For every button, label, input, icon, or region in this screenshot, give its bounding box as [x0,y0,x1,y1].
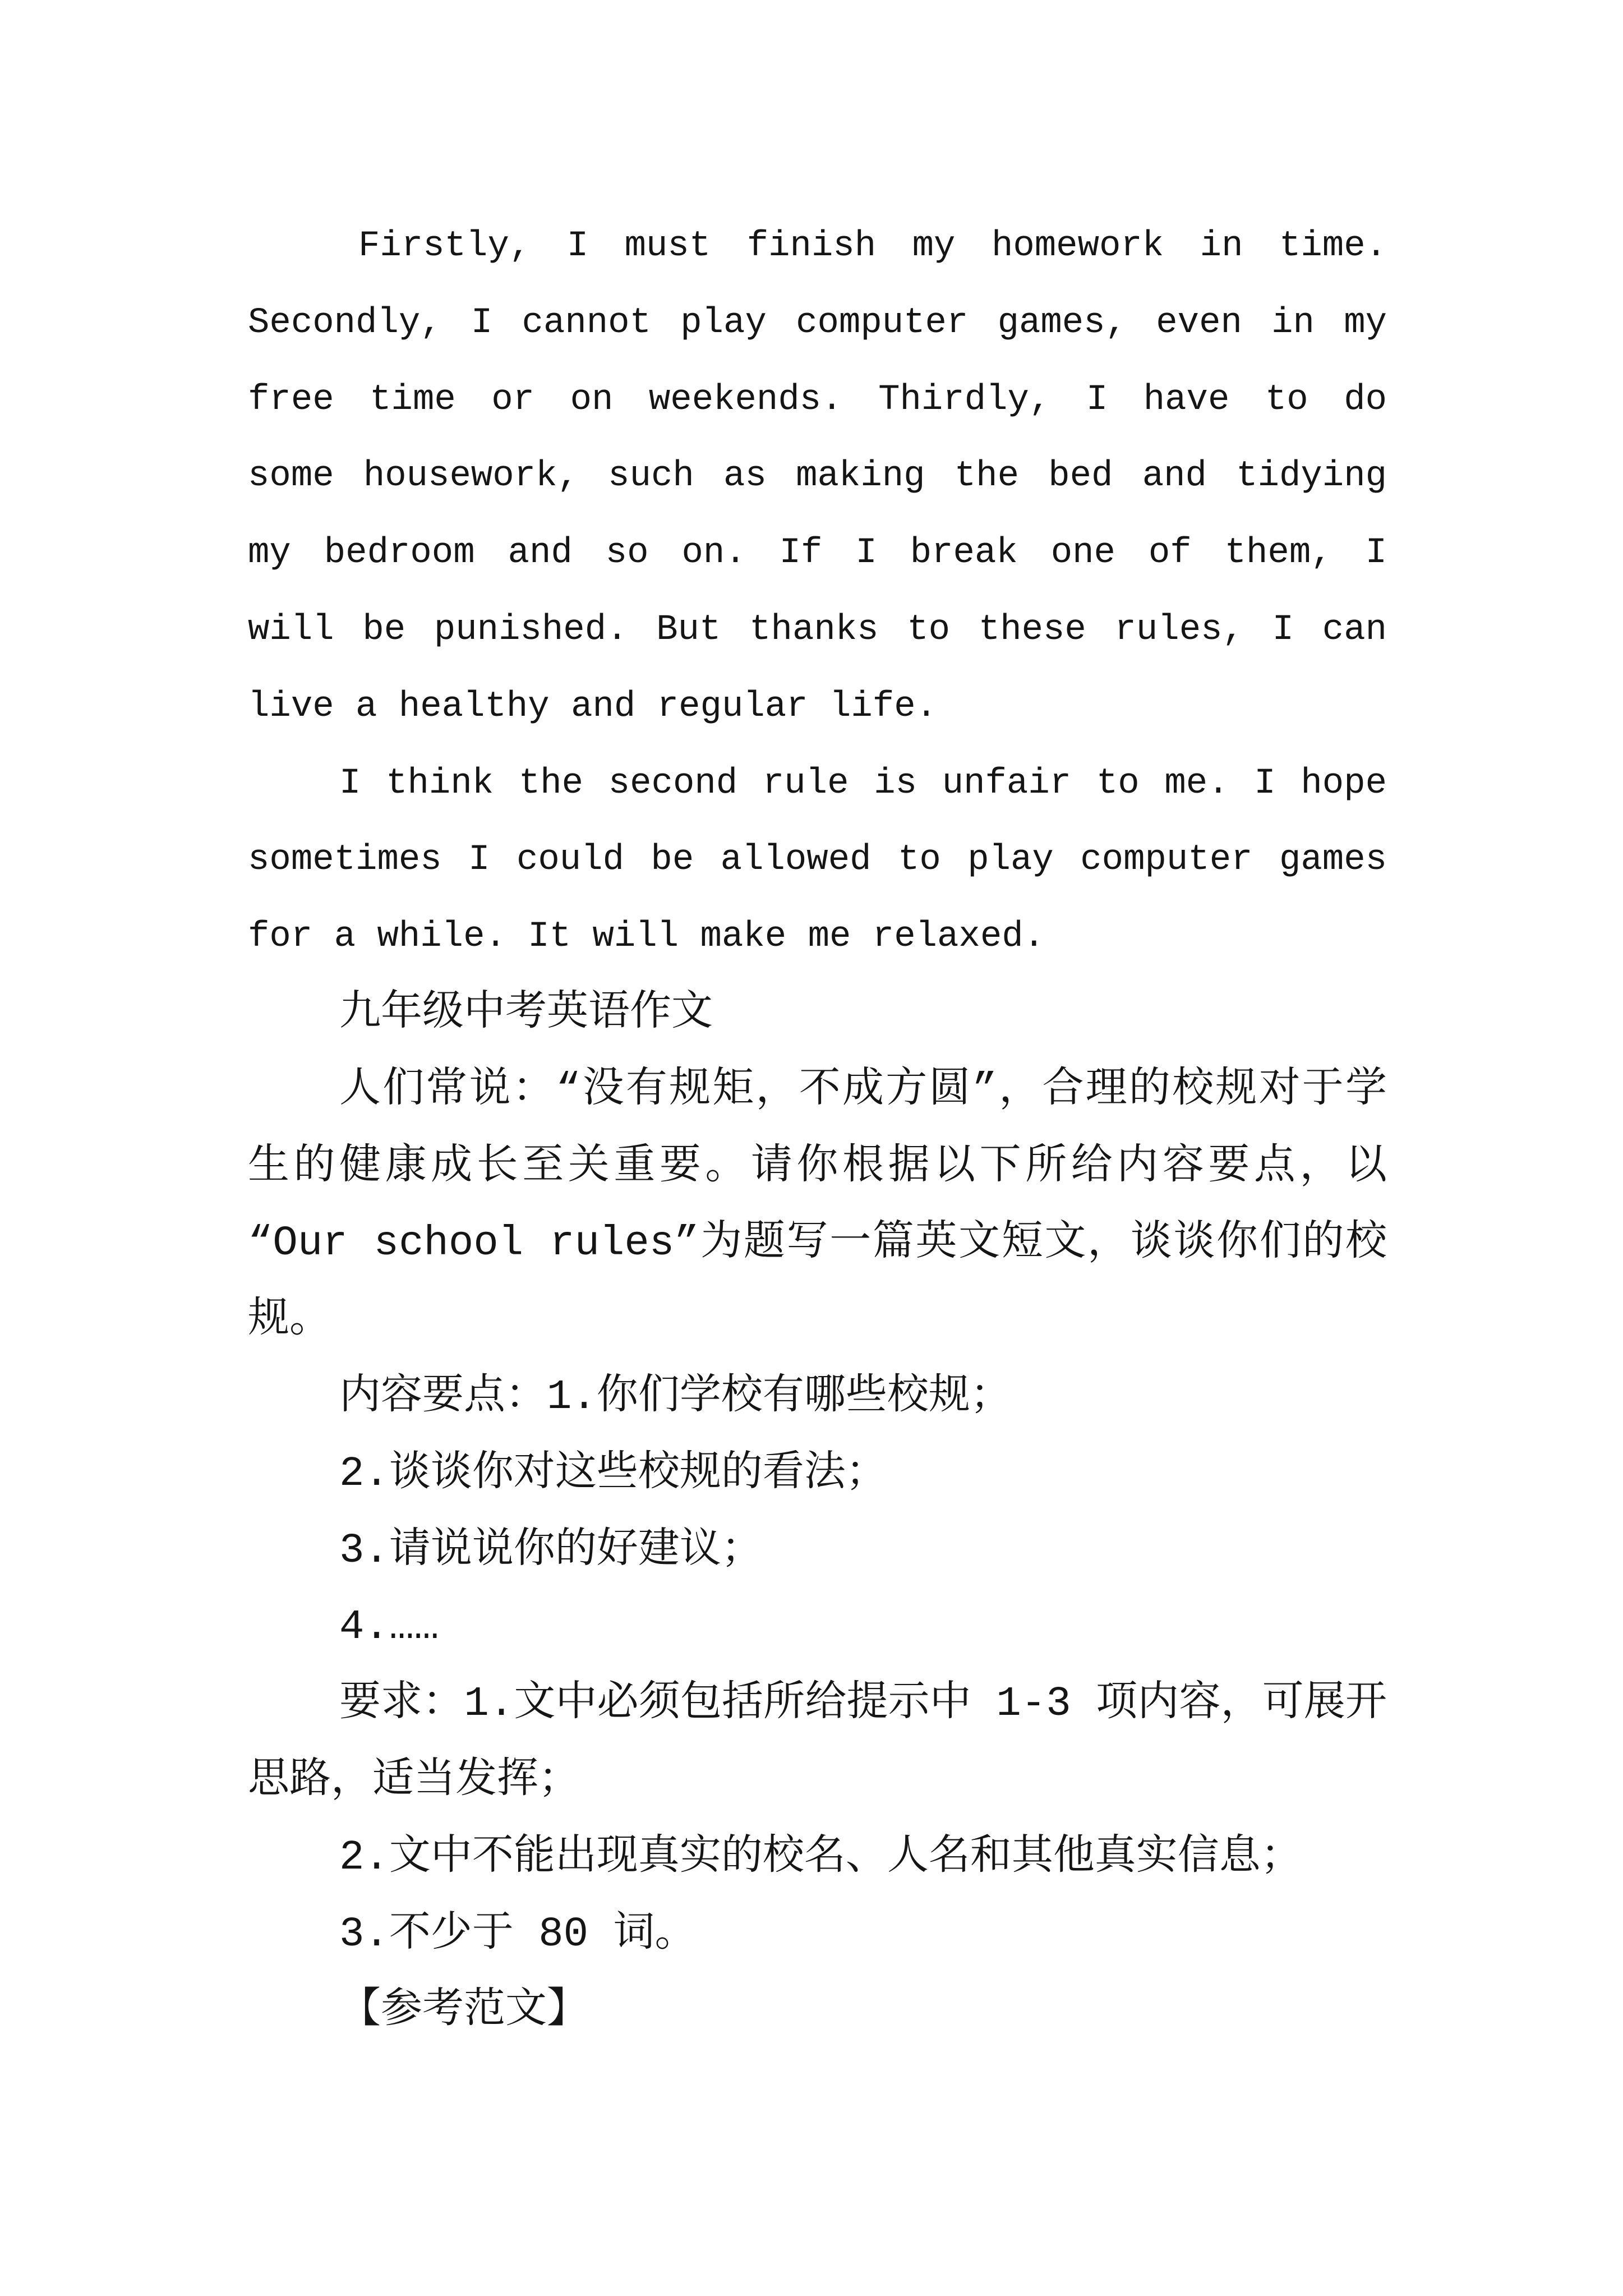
text-line: my bedroom and so on. If I break one of them, I [248,533,1387,573]
section-title: 九年级中考英语作文 [339,990,713,1037]
text-line: 思路，适当发挥； [248,1757,580,1805]
text-line: I think the second rule is unfair to me. I hope [339,763,1387,804]
list-item: 2.谈谈你对这些校规的看法； [339,1451,887,1498]
text-line: sometimes I could be allowed to play computer games [248,840,1387,880]
list-item: 3.请说说你的好建议； [339,1527,763,1575]
text-line: 规。 [248,1297,331,1344]
text-line: 生的健康成长至关重要。请你根据以下所给内容要点，以 [248,1144,1387,1191]
text-line: Secondly, I cannot play computer games, even in my [248,303,1387,343]
list-item: 4.…… [339,1604,439,1651]
text-line: some housework, such as making the bed and tidying [248,456,1387,496]
text-line: will be punished. But thanks to these rules, I can [248,610,1387,650]
list-item: 内容要点：1.你们学校有哪些校规； [339,1374,1012,1421]
list-item: 2.文中不能出现真实的校名、人名和其他真实信息； [339,1834,1302,1881]
text-line: Firstly, I must finish my homework in time. [358,226,1387,266]
text-line: “Our school rules”为题写一篇英文短文，谈谈你们的校 [248,1220,1387,1267]
text-line: free time or on weekends. Thirdly, I have to do [248,380,1387,420]
text-line: live a healthy and regular life. [248,687,937,727]
text-line: 人们常说：“没有规矩，不成方圆”，合理的校规对于学 [339,1067,1387,1114]
list-item: 3.不少于 80 词。 [339,1911,697,1958]
reference-sample-label: 【参考范文】 [339,1987,588,2035]
list-item: 要求：1.文中必须包括所给提示中 1-3 项内容，可展开 [339,1681,1387,1728]
text-line: for a while. It will make me relaxed. [248,917,1045,957]
